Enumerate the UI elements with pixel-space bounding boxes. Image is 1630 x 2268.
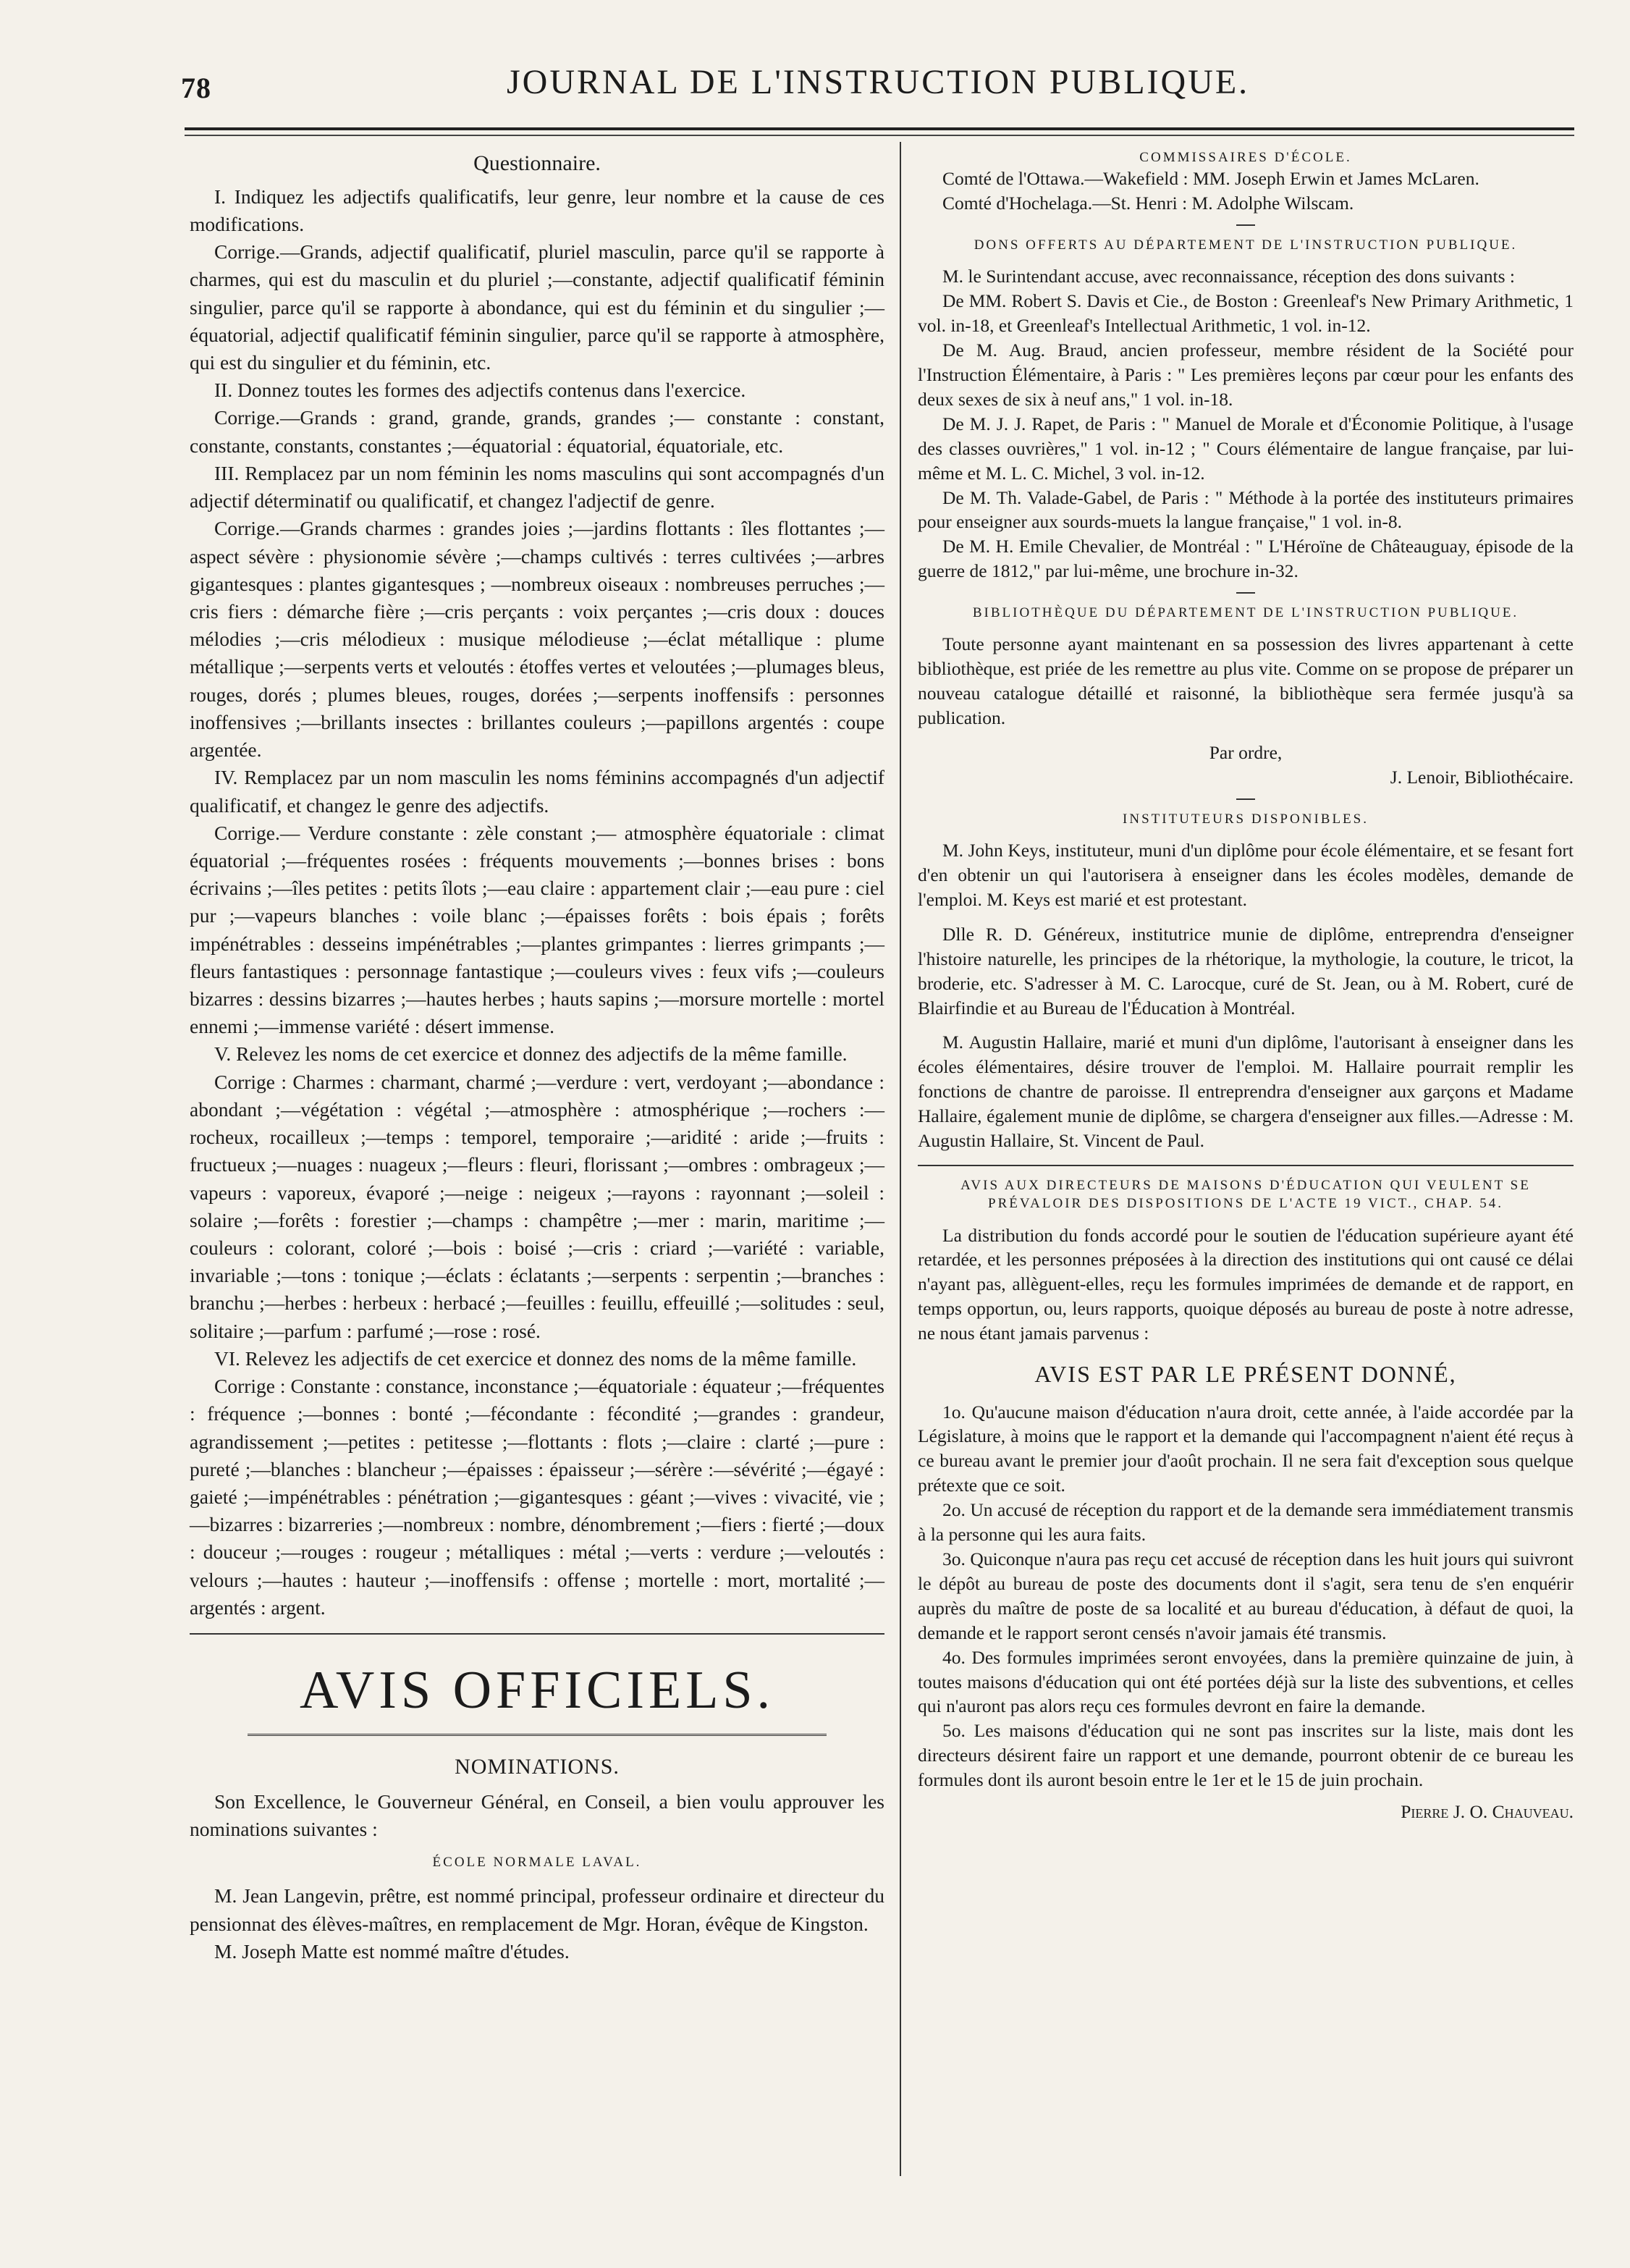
short-rule [1236, 798, 1255, 800]
dons-paragraph-6: De M. H. Emile Chevalier, de Montréal : " L'Héroïne de Châteauguay, épisode de la guerre de 1812," par lui-même, une brochure in-32. [918, 536, 1574, 582]
avis-signature: Pierre J. O. Chauveau. [1401, 1801, 1574, 1823]
instituteur-notice-3: M. Augustin Hallaire, marié et muni d'un diplôme, l'autorisant à enseigner dans les écoles élémentaires, désire trouver de l'emploi. M. Hallaire pourrait remplir les fonctions de chantre de paroisse. Il entreprendra d'enseigner aux garçons et Madame Hallaire, également munie de diplôme, se chargera d'enseigner aux filles.—Adresse : M. Augustin Hallaire, St. Vincent de Paul. [918, 1032, 1574, 1152]
biblio-heading: BIBLIOTHÈQUE DU DÉPARTEMENT DE L'INSTRUCTION PUBLIQUE. [972, 605, 1519, 621]
short-rule [1236, 592, 1255, 594]
commissaires-heading: COMMISSAIRES D'ÉCOLE. [1139, 150, 1352, 165]
answer-3: Corrige.—Grands charmes : grandes joies ;—jardins flottants : îles flottantes ;—aspect sévère : physionomie sévère ;—champs cultivés : terres cultivées ;—arbres gigantesques : plantes gigantesques ; —nombreux oiseaux : nombreuses perruches ;—cris fiers : démarche fière ;—cris perçants : voix perçantes ;—cris doux : douces mélodies ;—cris mélodieux : musique mélodieuse ;—éclat métallique : plume métallique ;—serpents verts et veloutés : étoffes vertes et veloutées ;—plumages bleus, rouges, dorés ; plumes bleues, rouges, dorées ;—serpents inoffensifs : personnes inoffensives ;—brillants insectes : brillantes couleurs ;—papillons argentés : coupe argentée. [190, 517, 884, 762]
avis-donne: AVIS EST PAR LE PRÉSENT DONNÉ, [1034, 1361, 1457, 1388]
short-rule [1236, 224, 1255, 226]
commissaires-line-1: Comté de l'Ottawa.—Wakefield : MM. Joseph Erwin et James McLaren. [942, 168, 1479, 190]
instituteurs-heading: INSTITUTEURS DISPONIBLES. [1123, 811, 1369, 827]
question-4: IV. Remplacez par un nom masculin les noms féminins accompagnés d'un adjectif qualificatif, et changez le genre des adjectifs. [190, 766, 884, 817]
answer-2: Corrige.—Grands : grand, grande, grands, grandes ;— constante : constant, constante, constants, constantes ;—équatorial : équatorial, équatoriale, etc. [190, 406, 884, 457]
question-2: II. Donnez toutes les formes des adjectifs contenus dans l'exercice. [214, 379, 746, 402]
left-column [190, 148, 884, 1965]
header-rule [185, 127, 1574, 130]
biblio-signature: J. Lenoir, Bibliothécaire. [1390, 766, 1574, 788]
page-number: 78 [181, 72, 211, 104]
title-double-rule [248, 1734, 827, 1739]
avis-item-2: 2o. Un accusé de réception du rapport et de la demande sera immédiatement transmis à la personne qui les aura faits. [918, 1499, 1574, 1546]
official-notices-title: AVIS OFFICIELS. [299, 1661, 775, 1721]
avis-intro: La distribution du fonds accordé pour le soutien de l'éducation supérieure ayant été retardée, et les personnes préposées à la direction des institutions qui ont causé ce délai n'ayant pas, allèguent-elles, reçu les formules imprimées de demande et de rapport, en temps opportun, ou, leurs rapports, quoique déposés au bureau de poste à notre adresse, ne nous étant jamais parvenus : [918, 1224, 1574, 1344]
biblio-order: Par ordre, [1209, 742, 1283, 764]
answer-4: Corrige.— Verdure constante : zèle constant ;— atmosphère équatoriale : climat équatorial ;—fréquentes rosées : fréquents mouvements ;—bonnes brises : bons écrivains ;—îles petites : petits îlots ;—eau claire : appartement clair ;—eau pure : ciel pur ;—vapeurs blanches : voile blanc ;—épaisses forêts : bois épais ; forêts impénétrables : desseins impénétrables ;—plantes grimpantes : lierres grimpants ;—fleurs fantastiques : personnage fantastique ;—couleurs vives : feux vifs ;—couleurs bizarres : dessins bizarres ;—hautes herbes ; hauts sapins ;—morsure mortelle : mortel ennemi ;—immense variété : désert immense. [190, 821, 884, 1038]
questionnaire-title: Questionnaire. [473, 151, 601, 175]
nomination-2: M. Joseph Matte est nommé maître d'études. [214, 1939, 570, 1963]
dons-paragraph-3: De M. Aug. Braud, ancien professeur, membre résident de la Société pour l'Instruction Élémentaire, à Paris : " Les premières leçons par cœur pour les enfants des deux sexes de six à neuf ans," 1 vol. in-18. [918, 340, 1574, 410]
biblio-paragraph: Toute personne ayant maintenant en sa possession des livres appartenant à cette bibliothèque, est priée de les remettre au plus vite. Comme on se propose de préparer un nouveau catalogue détaillé et raisonné, la bibliothèque sera fermée jusqu'à sa publication. [918, 633, 1574, 729]
dons-paragraph-1: M. le Surintendant accuse, avec reconnaissance, réception des dons suivants : [942, 266, 1515, 287]
dons-paragraph-4: De M. J. J. Rapet, de Paris : " Manuel de Morale et d'Économie Politique, à l'usage des classes ouvrières," 1 vol. in-12 ; " Cours élémentaire de langue française, par lui-même et M. L. C. Michel, 3 vol. in-12. [918, 413, 1574, 484]
nominations-intro: Son Excellence, le Gouverneur Général, en Conseil, a bien voulu approuver les nominations suivantes : [190, 1789, 884, 1840]
avis-item-3: 3o. Quiconque n'aura pas reçu cet accusé de réception dans les huit jours qui suivront le dépôt au bureau de poste des documents dont il s'agit, sera tenu de s'en enquérir auprès du maître de poste de sa localité et au bureau d'éducation, à défaut de quoi, la demande et le rapport seront censés n'avoir jamais été transmis. [918, 1548, 1574, 1643]
instituteur-notice-2: Dlle R. D. Généreux, institutrice munie de diplôme, entreprendra d'enseigner l'histoire naturelle, les principes de la rhétorique, la mythologie, la couture, le tricot, la broderie, etc. S'adresser à M. C. Larocque, curé de St. Jean, ou à M. Robert, curé de Blairfindie et au Bureau de l'Éducation à Montréal. [918, 923, 1574, 1019]
section-rule [918, 1165, 1574, 1166]
question-5: V. Relevez les noms de cet exercice et donnez des adjectifs de la même famille. [214, 1042, 848, 1066]
answer-6: Corrige : Constante : constance, inconstance ;—équatoriale : équateur ;—fréquentes : fréquence ;—bonnes : bonté ;—fécondante : fécondité ;—grandes : grandeur, agrandissement ;—petites : petitesse ;—flottants : flots ;—claire : clarté ;—pure : pureté ;—blanches : blancheur ;—épaisses : épaisseur ;—sérère :—sévérité ;—égayé : gaieté ;—impénétrables : pénétration ;—gigantesques : géant ;—vives : vivacité, vie ;—bizarres : bizarreries ;—nombreux : nombre, dénombrement ;—fiers : fierté ;—doux : douceur ;—rouges : rougeur ; métalliques : métal ;—verts : verdure ;—veloutés : velours ;—hautes : hauteur ;—inoffensifs : offense ; mortelle : mort, mortalité ;—argentés : argent. [190, 1375, 884, 1619]
school-heading: ÉCOLE NORMALE LAVAL. [432, 1855, 642, 1871]
column-divider [900, 142, 901, 2176]
answer-1: Corrige.—Grands, adjectif qualificatif, pluriel masculin, parce qu'il se rapporte à charmes, qui est du masculin et du pluriel ;—constante, adjectif qualificatif féminin singulier, parce qu'il se rapporte à abondance, qui est du féminin et du singulier ;—équatorial, adjectif qualificatif féminin singulier, parce qu'il se rapporte à atmosphère, qui est du singulier et du féminin, etc. [190, 240, 884, 374]
dons-paragraph-2: De MM. Robert S. Davis et Cie., de Boston : Greenleaf's New Primary Arithmetic, 1 vol. in-18, et Greenleaf's Intellectual Arithmetic, 1 vol. in-12. [918, 290, 1574, 337]
nomination-1: M. Jean Langevin, prêtre, est nommé principal, professeur ordinaire et directeur du pensionnat des élèves-maîtres, en remplacement de Mgr. Horan, évêque de Kingston. [190, 1884, 884, 1935]
nominations-title: NOMINATIONS. [455, 1754, 620, 1779]
question-3: III. Remplacez par un nom féminin les noms masculins qui sont accompagnés d'un adjectif déterminatif ou qualificatif, et changez l'adjectif de genre. [190, 461, 884, 513]
avis-item-5: 5o. Les maisons d'éducation qui ne sont pas inscrites sur la liste, mais dont les directeurs désirent faire un rapport et une demande, pourront obtenir de ce bureau les formules dont ils auront besoin entre le 1er et le 15 de juin prochain. [918, 1720, 1574, 1791]
right-column [918, 148, 1574, 1824]
answer-5: Corrige : Charmes : charmant, charmé ;—verdure : vert, verdoyant ;—abondance : abondant ;—végétation : végétal ;—atmosphère : atmosphérique ;—rochers :—rocheux, rocailleux ;—temps : temporel, temporaire ;—aridité : aride ;—fruits : fructueux ;—nuages : nuageux ;—fleurs : fleuri, florissant ;—ombres : ombrageux ;—vapeurs : vaporeux, évaporé ;—neige : neigeux ;—rayons : rayonnant ;—soleil : solaire ;—forêts : forestier ;—champs : champêtre ;—mer : marin, maritime ;—couleurs : colorant, coloré ;—bois : boisé ;—cris : criard ;—variété : variable, invariable ;—tons : tonique ;—éclats : éclatants ;—serpents : serpentin ;—branches : branchu ;—herbes : herbeux : herbacé ;—feuilles : feuillu, effeuillé ;—solitudes : seul, solitaire ;—parfum : parfumé ;—rose : rosé. [190, 1070, 884, 1342]
question-6: VI. Relevez les adjectifs de cet exercice et donnez des noms de la même famille. [214, 1346, 857, 1370]
section-rule [190, 1633, 884, 1635]
instituteur-notice-1: M. John Keys, instituteur, muni d'un diplôme pour école élémentaire, et se fesant fort d'en obtenir un qui l'autorisera à enseigner dans les écoles modèles, demande de l'emploi. M. Keys est marié et est protestant. [918, 840, 1574, 910]
avis-item-1: 1o. Qu'aucune maison d'éducation n'aura droit, cette année, à l'aide accordée par la Législature, à moins que le rapport et la demande qui l'accompagnent n'aient été reçus à ce bureau avant le premier jour d'août prochain. Il ne sera fait d'exception sous quelque prétexte que ce soit. [918, 1401, 1574, 1496]
commissaires-line-2: Comté d'Hochelaga.—St. Henri : M. Adolphe Wilscam. [942, 193, 1354, 214]
avis-item-4: 4o. Des formules imprimées seront envoyées, dans la première quinzaine de juin, à toutes maisons d'éducation qui ont été portées déjà sur la liste des subventions, et celles qui n'auront pas alors reçu ces formules devront en faire la demande. [918, 1646, 1574, 1717]
running-head: JOURNAL DE L'INSTRUCTION PUBLIQUE. [507, 63, 1250, 101]
dons-paragraph-5: De M. Th. Valade-Gabel, de Paris : " Méthode à la portée des instituteurs primaires pour enseigner aux sourds-muets la langue française," 1 vol. in-8. [918, 486, 1574, 533]
question-1: I. Indiquez les adjectifs qualificatifs, leur genre, leur nombre et la cause de ces modifications. [190, 185, 884, 235]
header-rule-thin [185, 135, 1574, 136]
avis-heading: AVIS AUX DIRECTEURS DE MAISONS D'ÉDUCATION QUI VEULENT SE PRÉVALOIR DES DISPOSITIONS DE L'ACTE 19 VICT., CHAP. 54. [960, 1177, 1531, 1212]
dons-heading: DONS OFFERTS AU DÉPARTEMENT DE L'INSTRUCTION PUBLIQUE. [974, 237, 1518, 253]
